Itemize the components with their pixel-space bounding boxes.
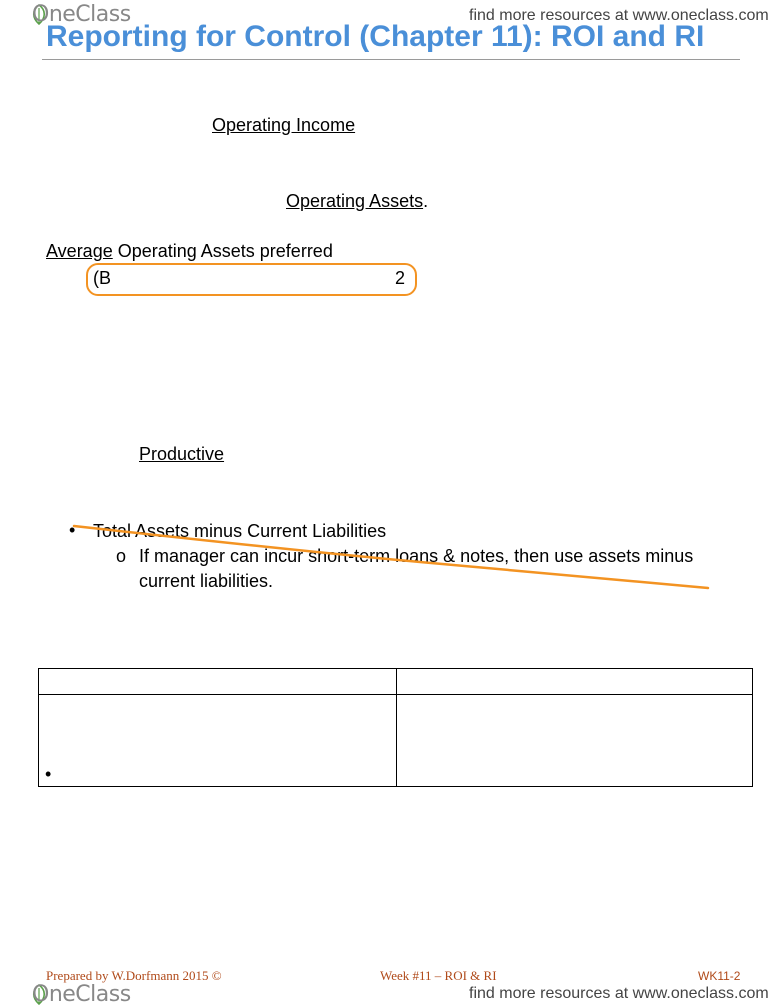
- bullet-dot: •: [69, 520, 76, 540]
- page-code: WK11-2: [698, 969, 741, 983]
- table-cell-right: [396, 694, 753, 787]
- bullet-text: Total Assets minus Current Liabilities: [93, 521, 387, 541]
- strike-line: [74, 526, 708, 588]
- table-header-right: [396, 668, 753, 695]
- table-header-left: [38, 668, 397, 695]
- formula-left: (B: [93, 268, 111, 288]
- table-cell-left: [38, 694, 397, 787]
- productive-label: Productive: [139, 444, 225, 464]
- brand-text-footer: OneClass: [32, 982, 131, 1007]
- sub-bullet-line-2: current liabilities.: [139, 571, 274, 591]
- brand-text: OneClass: [32, 2, 131, 27]
- week-label: Week #11 – ROI & RI: [380, 968, 497, 983]
- operating-assets-label: Operating Assets: [286, 191, 424, 211]
- prepared-by: Prepared by W.Dorfmann 2015 ©: [46, 968, 222, 983]
- period: .: [423, 191, 429, 211]
- sub-bullet-marker: o: [116, 546, 127, 566]
- page-title: Reporting for Control (Chapter 11): ROI and RI: [46, 20, 705, 53]
- operating-income-label: Operating Income: [212, 115, 356, 135]
- resources-link[interactable]: find more resources at www.oneclass.com: [469, 7, 769, 24]
- average-rest: Operating Assets preferred: [112, 241, 333, 261]
- table-bullet: •: [45, 764, 52, 784]
- average-word: Average: [46, 241, 113, 261]
- formula-right: 2: [395, 268, 406, 288]
- resources-link-footer[interactable]: find more resources at www.oneclass.com: [469, 985, 769, 1002]
- empty-table: [38, 668, 753, 787]
- sub-bullet-line-1: If manager can incur short-term loans & notes, then use assets minus: [139, 546, 694, 566]
